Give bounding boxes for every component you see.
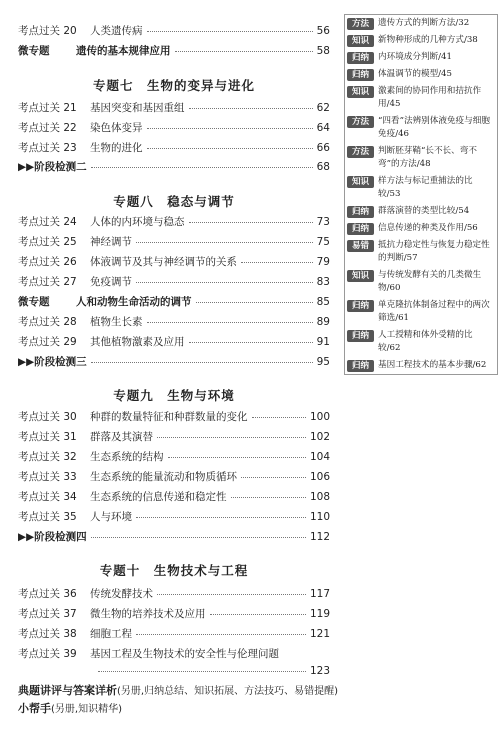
entry-title: 体液调节及其与神经调节的关系 [90, 256, 237, 268]
section-heading: 专题十 生物技术与工程 [99, 563, 249, 578]
tip-tag-badge: 知识 [347, 270, 374, 282]
dot-leader [189, 342, 313, 343]
dot-leader [241, 262, 313, 263]
tip-text: 判断胚芽鞘“长不长、弯不弯”的方法/48 [378, 146, 477, 169]
section-heading: 专题七 生物的变异与进化 [92, 78, 255, 93]
dot-leader [147, 128, 313, 129]
footer-answer-note: (另册,归纳总结、知识拓展、方法技巧、易错提醒) [117, 686, 338, 697]
special-topic-entry[interactable] [18, 295, 330, 309]
tip-text: 群落演替的类型比较/54 [378, 206, 470, 216]
tip-text: 基因工程技术的基本步骤/62 [378, 360, 487, 370]
tip-tag-badge: 方法 [347, 116, 374, 128]
entry-label: ▶▶阶段检测二 [18, 161, 87, 173]
sidebar-tip-item[interactable] [345, 83, 497, 113]
page-number: 85 [316, 296, 330, 308]
dot-leader [157, 437, 306, 438]
entry-title: 基因突变和基因重组 [90, 102, 185, 114]
dot-leader [157, 594, 306, 595]
page-number: 117 [309, 588, 330, 600]
dot-leader [175, 51, 313, 52]
tip-tag-badge: 归纳 [347, 52, 374, 64]
entry-label: 考点过关 21 [18, 102, 77, 114]
entry-title: 植物生长素 [90, 316, 143, 328]
entry-label: 考点过关 25 [18, 236, 77, 248]
tip-text: 激素间的协同作用和拮抗作用/45 [378, 86, 482, 109]
toc-entry[interactable] [18, 664, 330, 678]
dot-leader [98, 671, 306, 672]
tip-text: 样方法与标记重捕法的比较/53 [378, 176, 473, 199]
page-number: 100 [309, 411, 330, 423]
dot-leader [136, 634, 306, 635]
entry-label: 考点过关 26 [18, 256, 77, 268]
entry-label: 微专题 [18, 296, 50, 308]
page-number: 112 [309, 531, 330, 543]
entry-title: 遗传的基本规律应用 [76, 45, 171, 57]
dot-leader [168, 457, 306, 458]
toc-entry[interactable] [18, 121, 330, 135]
entry-label: 考点过关 32 [18, 451, 77, 463]
sidebar-tip-item[interactable] [345, 15, 497, 32]
page-number: 89 [316, 316, 330, 328]
tip-tag-badge: 归纳 [347, 69, 374, 81]
sidebar-tip-item[interactable] [345, 113, 497, 143]
dot-leader [147, 31, 313, 32]
tip-text: 内环境成分判断/41 [378, 52, 452, 62]
toc-entry[interactable] [18, 470, 330, 484]
toc-entry[interactable] [18, 275, 330, 289]
dot-leader [91, 167, 313, 168]
dot-leader [147, 322, 313, 323]
page-number: 102 [309, 431, 330, 443]
section-heading: 专题八 稳态与调节 [113, 194, 235, 209]
page-number: 104 [309, 451, 330, 463]
toc-entry[interactable] [18, 450, 330, 464]
tip-tag-badge: 方法 [347, 146, 374, 158]
toc-entry[interactable] [18, 430, 330, 444]
entry-title: 人体的内环境与稳态 [90, 216, 185, 228]
page-number: 58 [316, 45, 330, 57]
sidebar-tip-item[interactable] [345, 267, 497, 297]
entry-title: 生物的进化 [90, 142, 143, 154]
entry-label: 微专题 [18, 45, 50, 57]
page-number: 95 [316, 356, 330, 368]
dot-leader [91, 362, 313, 363]
toc-entry[interactable] [18, 315, 330, 329]
entry-label: 考点过关 37 [18, 608, 77, 620]
tips-sidebar [344, 14, 498, 375]
tip-tag-badge: 知识 [347, 176, 374, 188]
dot-leader [136, 517, 306, 518]
toc-entry[interactable] [18, 410, 330, 424]
entry-title: 群落及其演替 [90, 431, 153, 443]
toc-entry[interactable] [18, 101, 330, 115]
entry-label: 考点过关 31 [18, 431, 77, 443]
entry-title: 传统发酵技术 [90, 588, 153, 600]
entry-label: 考点过关 38 [18, 628, 77, 640]
tip-text: 抵抗力稳定性与恢复力稳定性的判断/57 [378, 240, 490, 263]
special-topic-entry[interactable] [18, 44, 330, 58]
sidebar-tip-item[interactable] [345, 357, 497, 374]
entry-title: 基因工程及生物技术的安全性与伦理问题 [90, 648, 279, 660]
tip-text: 体温调节的模型/45 [378, 69, 452, 79]
tip-text: 新物种形成的几种方式/38 [378, 35, 478, 45]
dot-leader [189, 108, 313, 109]
toc-entry[interactable] [18, 510, 330, 524]
sidebar-tip-item[interactable] [345, 32, 497, 49]
stage-test-entry[interactable] [18, 530, 330, 544]
entry-label: 考点过关 39 [18, 648, 77, 660]
tip-tag-badge: 归纳 [347, 330, 374, 342]
section-heading: 专题九 生物与环境 [113, 388, 235, 403]
entry-label: 考点过关 28 [18, 316, 77, 328]
entry-label: 考点过关 27 [18, 276, 77, 288]
dot-leader [136, 242, 313, 243]
footer-helper-note: (另册,知识精华) [51, 704, 122, 715]
page-number: 123 [309, 665, 330, 677]
entry-label: 考点过关 33 [18, 471, 77, 483]
dot-leader [147, 148, 313, 149]
sidebar-tip-item[interactable] [345, 297, 497, 327]
entry-label: ▶▶阶段检测四 [18, 531, 87, 543]
toc-entry[interactable] [18, 627, 330, 641]
entry-title: 微生物的培养技术及应用 [90, 608, 206, 620]
sidebar-tip-item[interactable] [345, 237, 497, 267]
sidebar-tip-item[interactable] [345, 143, 497, 173]
sidebar-tip-item[interactable] [345, 203, 497, 220]
stage-test-entry[interactable] [18, 355, 330, 369]
page-number: 119 [309, 608, 330, 620]
sidebar-tip-item[interactable] [345, 49, 497, 66]
entry-label: ▶▶阶段检测三 [18, 356, 87, 368]
dot-leader [189, 222, 313, 223]
tip-text: 遗传方式的判断方法/32 [378, 18, 470, 28]
sidebar-tip-item[interactable] [345, 173, 497, 203]
toc-entry[interactable] [18, 490, 330, 504]
entry-label: 考点过关 34 [18, 491, 77, 503]
page-number: 66 [316, 142, 330, 154]
tip-text: 单克隆抗体制备过程中的两次筛选/61 [378, 300, 490, 323]
stage-test-entry[interactable] [18, 160, 330, 174]
sidebar-tip-item[interactable] [345, 327, 497, 357]
page-number: 121 [309, 628, 330, 640]
page-number: 75 [316, 236, 330, 248]
entry-label: 考点过关 23 [18, 142, 77, 154]
entry-title: 人和动物生命活动的调节 [76, 296, 192, 308]
footer-answer-booklet [18, 682, 338, 698]
toc-entry[interactable] [18, 215, 330, 229]
sidebar-tip-item[interactable] [345, 66, 497, 83]
tip-tag-badge: 归纳 [347, 360, 374, 372]
tip-tag-badge: 归纳 [347, 300, 374, 312]
entry-label: 考点过关 22 [18, 122, 77, 134]
page-number: 64 [316, 122, 330, 134]
entry-title: 生态系统的信息传递和稳定性 [90, 491, 227, 503]
tip-tag-badge: 归纳 [347, 206, 374, 218]
entry-label: 考点过关 29 [18, 336, 77, 348]
entry-title: 细胞工程 [90, 628, 132, 640]
entry-title: 种群的数量特征和种群数量的变化 [90, 411, 248, 423]
tip-tag-badge: 易错 [347, 240, 374, 252]
toc-entry[interactable] [18, 335, 330, 349]
tip-text: 人工授精和体外受精的比较/62 [378, 330, 473, 353]
toc-entry[interactable] [18, 235, 330, 249]
toc-entry[interactable] [18, 255, 330, 269]
footer-helper-title: 小帮手 [18, 702, 51, 715]
dot-leader [196, 302, 313, 303]
entry-title: 人类遗传病 [90, 25, 143, 37]
page-number: 110 [309, 511, 330, 523]
entry-label: 考点过关 20 [18, 25, 77, 37]
entry-label: 考点过关 36 [18, 588, 77, 600]
dot-leader [91, 537, 306, 538]
toc-entry[interactable] [18, 24, 330, 38]
entry-title: 人与环境 [90, 511, 132, 523]
footer-helper-booklet [18, 700, 122, 716]
dot-leader [241, 477, 306, 478]
page-number: 91 [316, 336, 330, 348]
page-number: 106 [309, 471, 330, 483]
entry-label: 考点过关 35 [18, 511, 77, 523]
tip-tag-badge: 知识 [347, 86, 374, 98]
tip-text: 与传统发酵有关的几类微生物/60 [378, 270, 482, 293]
tip-tag-badge: 归纳 [347, 223, 374, 235]
page-number: 62 [316, 102, 330, 114]
page-number: 79 [316, 256, 330, 268]
dot-leader [252, 417, 306, 418]
tip-text: “四看”法辨别体液免疫与细胞免疫/46 [378, 116, 490, 139]
page-number: 56 [316, 25, 330, 37]
toc-entry[interactable] [18, 647, 330, 661]
page-number: 83 [316, 276, 330, 288]
page-number: 68 [316, 161, 330, 173]
sidebar-tip-item[interactable] [345, 220, 497, 237]
entry-label: 考点过关 30 [18, 411, 77, 423]
dot-leader [210, 614, 306, 615]
entry-title: 生态系统的结构 [90, 451, 164, 463]
tip-tag-badge: 知识 [347, 35, 374, 47]
entry-title: 神经调节 [90, 236, 132, 248]
entry-label: 考点过关 24 [18, 216, 77, 228]
entry-title: 染色体变异 [90, 122, 143, 134]
toc-entry[interactable] [18, 607, 330, 621]
toc-entry[interactable] [18, 141, 330, 155]
entry-title: 其他植物激素及应用 [90, 336, 185, 348]
footer-answer-title: 典题讲评与答案详析 [18, 684, 117, 697]
entry-title: 免疫调节 [90, 276, 132, 288]
tip-tag-badge: 方法 [347, 18, 374, 30]
dot-leader [136, 282, 313, 283]
page-number: 73 [316, 216, 330, 228]
tip-text: 信息传递的种类及作用/56 [378, 223, 478, 233]
entry-title: 生态系统的能量流动和物质循环 [90, 471, 237, 483]
dot-leader [231, 497, 306, 498]
page-number: 108 [309, 491, 330, 503]
toc-entry[interactable] [18, 587, 330, 601]
